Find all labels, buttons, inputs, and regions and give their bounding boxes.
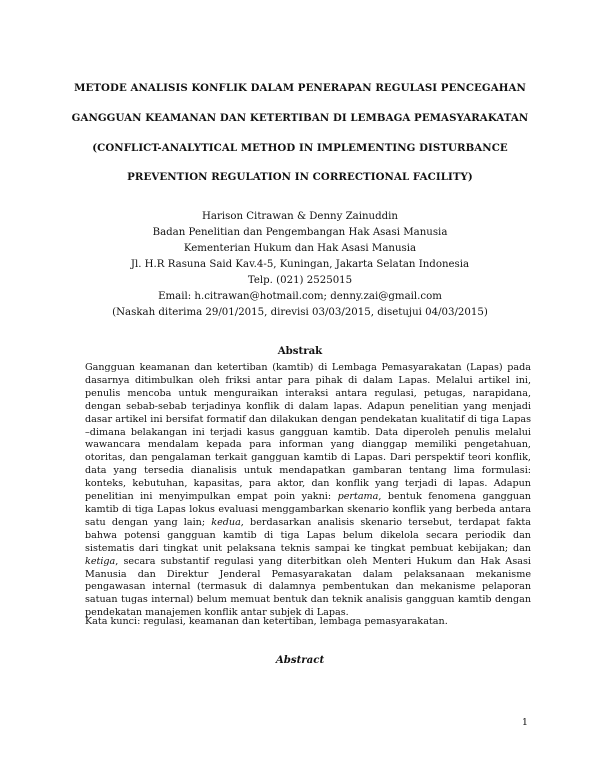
title-line-4: PREVENTION REGULATION IN CORRECTIONAL FACILITY) [127, 171, 473, 183]
title-line-3: (CONFLICT-ANALYTICAL METHOD IN IMPLEMENTING DISTURBANCE [92, 142, 508, 154]
author-block [60, 209, 540, 321]
title-line-2: GANGGUAN KEAMANAN DAN KETERTIBAN DI LEMBAGA PEMASYARAKATAN [71, 112, 529, 124]
abstract-emphasis-3: ketiga [85, 555, 116, 567]
abstract-body [85, 362, 531, 620]
page-number: 1 [521, 717, 528, 728]
author-institution: Badan Penelitian dan Pengembangan Hak Asasi Manusia [152, 227, 448, 238]
abstract-text-4: , secara substantif regulasi yang diterbitkan oleh Menteri Hukum dan Hak Asasi Manusia dan Direktur Jenderal Pemasyarakatan dalam pelaksanaan mekanisme pengawasan internal (termasuk di dalamnya pembentukan dan mekanisme pelaporan satuan tugas internal) belum memuat bentuk dan teknik analisis gangguan kamtib dengan pendekatan manajemen konflik antar subjek di Lapas. [85, 555, 531, 619]
abstract-heading: Abstrak [277, 345, 323, 357]
author-names: Harison Citrawan & Denny Zainuddin [202, 211, 398, 222]
abstract-text-3: , berdasarkan analisis skenario tersebut, terdapat fakta bahwa potensi gangguan kamtib di tiga Lapas belum dikelola secara periodik dan sistematis dari tingkat unit pelaksana teknis sampai ke tingkat pembuat kebijakan; dan [85, 516, 531, 554]
manuscript-dates: (Naskah diterima 29/01/2015, direvisi 03/03/2015, disetujui 04/03/2015) [112, 307, 488, 318]
author-ministry: Kementerian Hukum dan Hak Asasi Manusia [183, 243, 417, 254]
author-email: Email: h.citrawan@hotmail.com; denny.zai@gmail.com [158, 291, 442, 302]
author-phone: Telp. (021) 2525015 [247, 275, 353, 286]
abstract-text-2: , bentuk fenomena gangguan kamtib di tiga Lapas lokus evaluasi menggambarkan skenario konflik yang berbeda antara satu dengan yang lain; [85, 491, 531, 528]
abstract-emphasis-2: kedua [211, 516, 241, 528]
keywords: Kata kunci: regulasi, keamanan dan ketertiban, lembaga pemasyarakatan. [85, 616, 448, 627]
author-address: Jl. H.R Rasuna Said Kav.4-5, Kuningan, Jakarta Selatan Indonesia [130, 259, 470, 270]
abstract-text-1: Gangguan keamanan dan ketertiban (kamtib) di Lembaga Pemasyarakatan (Lapas) pada dasarnya ditimbulkan oleh friksi antar para pihak di dalam Lapas. Melalui artikel ini, penulis mencoba untuk menguraikan interaksi antara regulasi, petugas, narapidana, dengan sebab-sebab terjadinya konflik di dalam lapas. Adapun penelitian yang menjadi dasar artikel ini bersifat formatif dan dilakukan dengan pendekatan kualitatif di tiga Lapas –dimana belakangan ini terjadi kasus gangguan kamtib. Data diperoleh penulis melalui wawancara mendalam kepada para informan yang dianggap memiliki pengetahuan, otoritas, dan pengalaman terkait gangguan kamtib di Lapas. Dari perspektif teori konflik, data yang tersedia dianalisis untuk mendapatkan gambaran tentang lima formulasi: konteks, kebutuhan, kapasitas, para aktor, dan konflik yang terjadi di lapas. Adapun penelitian ini menyimpulkan empat poin yakni: [85, 362, 531, 503]
abstract-emphasis-1: pertama [337, 491, 379, 503]
abstract-paragraph [85, 362, 531, 620]
abstract-en-heading: Abstract [275, 654, 325, 666]
title-line-1: METODE ANALISIS KONFLIK DALAM PENERAPAN REGULASI PENCEGAHAN [74, 82, 526, 94]
